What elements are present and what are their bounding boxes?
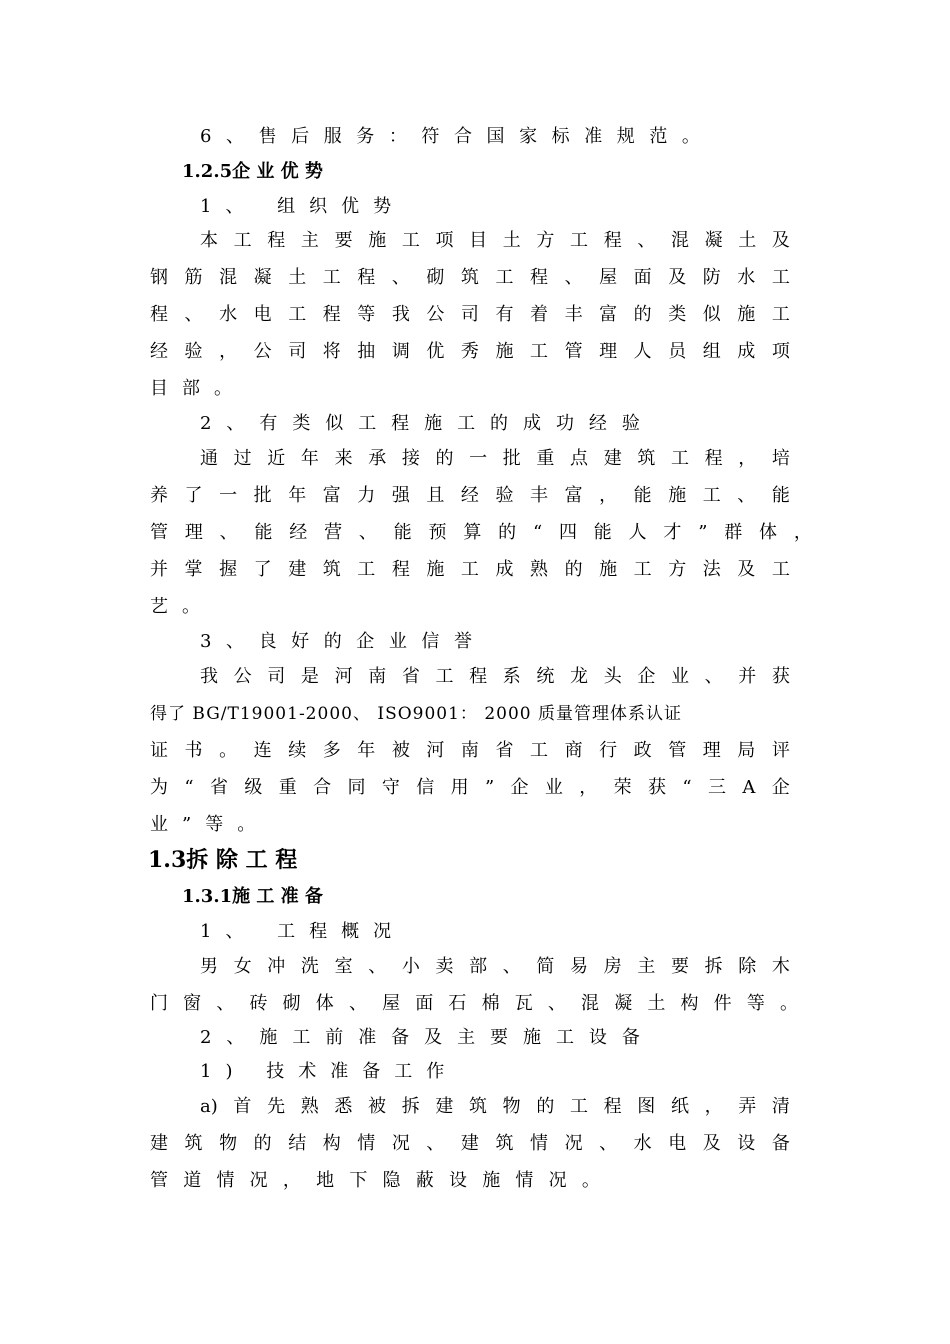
subheading-project-overview: 1、 工程概况 <box>200 921 406 942</box>
paragraph-line: 艺。 <box>150 596 214 617</box>
paragraph-line: 并 掌 握 了 建 筑 工 程 施 工 成 熟 的 施 工 方 法 及 工 <box>150 559 790 580</box>
paragraph-line: 男 女 冲 洗 室 、 小 卖 部 、 简 易 房 主 要 拆 除 木 <box>200 956 790 977</box>
paragraph-line: 为 “ 省 级 重 合 同 守 信 用 ” 企 业 ， 荣 获 “ 三 A 企 <box>150 777 790 798</box>
paragraph-line: 通 过 近 年 来 承 接 的 一 批 重 点 建 筑 工 程 ， 培 <box>200 448 790 469</box>
paragraph-line: 养 了 一 批 年 富 力 强 且 经 验 丰 富 ， 能 施 工 、 能 <box>150 485 790 506</box>
paragraph-line: 经 验 ， 公 司 将 抽 调 优 秀 施 工 管 理 人 员 组 成 项 <box>150 341 790 362</box>
subheading-organization-advantage: 1、 组织优势 <box>200 196 406 217</box>
paragraph-line: 门 窗 、 砖 砌 体 、 屋 面 石 棉 瓦 、 混 凝 土 构 件 等 。 <box>150 993 798 1014</box>
paragraph-line: 业”等。 <box>150 814 270 835</box>
paragraph-line: 建 筑 物 的 结 构 情 况 、 建 筑 情 况 、 水 电 及 设 备 <box>150 1133 790 1154</box>
paragraph-line: 钢 筋 混 凝 土 工 程 、 砌 筑 工 程 、 屋 面 及 防 水 工 <box>150 267 790 288</box>
paragraph-line: 程 、 水 电 工 程 等 我 公 司 有 着 丰 富 的 类 似 施 工 <box>150 304 790 325</box>
paragraph-line: 本 工 程 主 要 施 工 项 目 土 方 工 程 、 混 凝 土 及 <box>200 230 790 251</box>
section-heading-1-3-1: 1.3.1施 工 准 备 <box>182 886 323 907</box>
after-sales-item: 6 、 售 后 服 务 ： 符 合 国 家 标 准 规 范 。 <box>200 126 700 147</box>
paragraph-line: 证 书 。 连 续 多 年 被 河 南 省 工 商 行 政 管 理 局 评 <box>150 740 790 761</box>
paragraph-line: 我 公 司 是 河 南 省 工 程 系 统 龙 头 企 业 、 并 获 <box>200 666 790 687</box>
section-heading-1-2-5: 1.2.5企 业 优 势 <box>182 161 323 182</box>
subheading-similar-experience: 2 、 有 类 似 工 程 施 工 的 成 功 经 验 <box>200 413 640 434</box>
section-heading-1-3: 1.3拆 除 工 程 <box>148 847 298 873</box>
paragraph-line: 管 理 、 能 经 营 、 能 预 算 的 “ 四 能 人 才 ” 群 体 ， <box>150 522 812 543</box>
paragraph-line: 管 道 情 况 ， 地 下 隐 蔽 设 施 情 况 。 <box>150 1170 600 1191</box>
paragraph-line-certification: 得了 BG/T19001-2000、 ISO9001： 2000 质量管理体系认证 <box>150 704 682 724</box>
subheading-preparation-equipment: 2 、 施 工 前 准 备 及 主 要 施 工 设 备 <box>200 1027 640 1048</box>
paragraph-line: a) 首 先 熟 悉 被 拆 建 筑 物 的 工 程 图 纸 ， 弄 清 <box>200 1096 790 1117</box>
paragraph-line: 目部。 <box>150 378 246 399</box>
subheading-reputation: 3 、 良 好 的 企 业 信 誉 <box>200 631 472 652</box>
subheading-technical-preparation: 1) 技术准备工作 <box>200 1061 459 1082</box>
